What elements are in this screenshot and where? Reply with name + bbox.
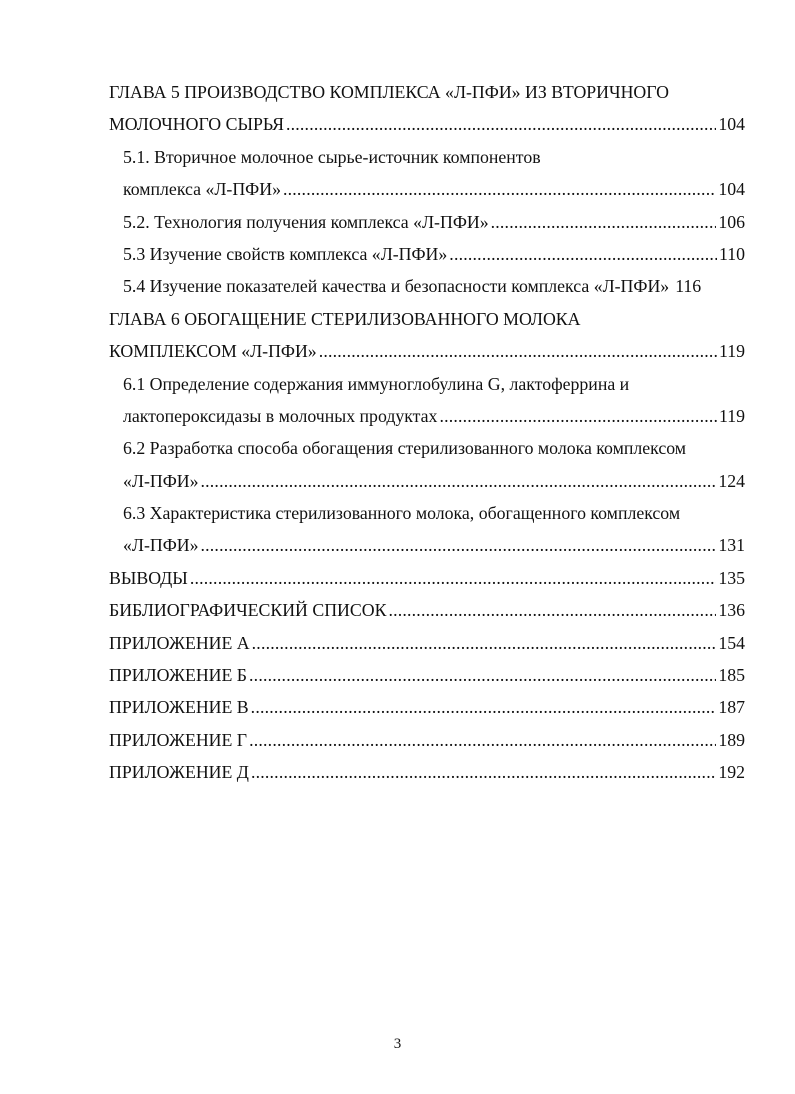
dot-leader bbox=[286, 108, 716, 140]
toc-entry-text: ПРИЛОЖЕНИЕ Б bbox=[109, 665, 248, 686]
toc-page-number: 189 bbox=[718, 729, 745, 750]
toc-section-6-2[interactable] bbox=[109, 465, 745, 497]
toc-section-5-1-title bbox=[109, 141, 745, 173]
toc-page-number: 154 bbox=[718, 632, 745, 653]
toc-entry-text: комплекса «Л-ПФИ» bbox=[123, 179, 281, 200]
toc-page-number: 106 bbox=[718, 211, 745, 232]
dot-leader bbox=[201, 529, 717, 561]
toc-chapter-5[interactable] bbox=[109, 108, 745, 140]
toc-entry-text: «Л-ПФИ» bbox=[123, 535, 199, 556]
toc-page-number: 185 bbox=[718, 665, 745, 686]
toc-entry-text: ГЛАВА 6 ОБОГАЩЕНИЕ СТЕРИЛИЗОВАННОГО МОЛОКА bbox=[109, 308, 581, 329]
toc-entry-text: 5.3 Изучение свойств комплекса «Л-ПФИ» bbox=[123, 243, 448, 264]
toc-page-number: 135 bbox=[718, 567, 745, 588]
dot-leader bbox=[190, 562, 717, 594]
toc-entry-text: 6.1 Определение содержания иммуноглобулина G, лактоферрина и bbox=[123, 373, 630, 394]
toc-entry-text: МОЛОЧНОГО СЫРЬЯ bbox=[109, 114, 284, 135]
dot-leader bbox=[251, 756, 716, 788]
toc-chapter-6[interactable] bbox=[109, 335, 745, 367]
toc-entry-text: КОМПЛЕКСОМ «Л-ПФИ» bbox=[109, 341, 317, 362]
toc-entry-text: 6.3 Характеристика стерилизованного молока, обогащенного комплексом bbox=[123, 503, 681, 524]
toc-page-number: 110 bbox=[718, 243, 745, 264]
dot-leader bbox=[201, 465, 717, 497]
toc-page-number: 116 bbox=[675, 276, 702, 297]
toc-section-6-1[interactable] bbox=[109, 400, 745, 432]
dot-leader bbox=[449, 238, 717, 270]
dot-leader bbox=[252, 627, 717, 659]
toc-appendix-d[interactable] bbox=[109, 756, 745, 788]
toc-appendix-v[interactable] bbox=[109, 691, 745, 723]
toc-section-6-3-title bbox=[109, 497, 745, 529]
toc-page-number: 187 bbox=[718, 697, 745, 718]
toc-chapter-6-title bbox=[109, 303, 745, 335]
toc-entry-text: ПРИЛОЖЕНИЕ А bbox=[109, 632, 250, 653]
table-of-contents bbox=[109, 76, 745, 789]
toc-section-5-3[interactable] bbox=[109, 238, 745, 270]
toc-chapter-5-title bbox=[109, 76, 745, 108]
toc-appendix-b[interactable] bbox=[109, 659, 745, 691]
toc-section-5-1[interactable] bbox=[109, 173, 745, 205]
toc-section-5-4[interactable] bbox=[109, 270, 745, 302]
toc-entry-text: БИБЛИОГРАФИЧЕСКИЙ СПИСОК bbox=[109, 600, 387, 621]
toc-entry-text: 5.4 Изучение показателей качества и безопасности комплекса «Л-ПФИ» bbox=[123, 276, 670, 297]
toc-entry-text: 5.1. Вторичное молочное сырье-источник компонентов bbox=[123, 146, 541, 167]
toc-page-number: 104 bbox=[718, 179, 745, 200]
toc-entry-text: ПРИЛОЖЕНИЕ В bbox=[109, 697, 249, 718]
dot-leader bbox=[319, 335, 717, 367]
toc-entry-text: 5.2. Технология получения комплекса «Л-ПФИ» bbox=[123, 211, 489, 232]
toc-page-number: 192 bbox=[718, 762, 745, 783]
toc-bibliography[interactable] bbox=[109, 594, 745, 626]
dot-leader bbox=[388, 594, 716, 626]
toc-page-number: 124 bbox=[718, 470, 745, 491]
toc-section-6-2-title bbox=[109, 432, 745, 464]
toc-appendix-a[interactable] bbox=[109, 627, 745, 659]
toc-page-number: 119 bbox=[718, 341, 745, 362]
toc-page-number: 104 bbox=[718, 114, 745, 135]
page-number: 3 bbox=[393, 1036, 402, 1052]
toc-page-number: 131 bbox=[718, 535, 745, 556]
dot-leader bbox=[283, 173, 716, 205]
toc-appendix-g[interactable] bbox=[109, 724, 745, 756]
toc-section-5-2[interactable] bbox=[109, 206, 745, 238]
dot-leader bbox=[249, 724, 716, 756]
toc-section-6-3[interactable] bbox=[109, 529, 745, 561]
toc-entry-text: ВЫВОДЫ bbox=[109, 567, 188, 588]
dot-leader bbox=[491, 206, 717, 238]
toc-entry-text: ГЛАВА 5 ПРОИЗВОДСТВО КОМПЛЕКСА «Л-ПФИ» ИЗ ВТОРИЧНОГО bbox=[109, 82, 669, 102]
toc-entry-text: ПРИЛОЖЕНИЕ Д bbox=[109, 762, 249, 783]
toc-entry-text: 6.2 Разработка способа обогащения стерилизованного молока комплексом bbox=[123, 438, 687, 459]
toc-section-6-1-title bbox=[109, 368, 745, 400]
toc-page-number: 119 bbox=[718, 405, 745, 426]
toc-entry-text: ПРИЛОЖЕНИЕ Г bbox=[109, 729, 248, 750]
dot-leader bbox=[249, 659, 716, 691]
dot-leader bbox=[251, 691, 717, 723]
toc-entry-text: лактопероксидазы в молочных продуктах bbox=[123, 405, 438, 426]
toc-entry-text: «Л-ПФИ» bbox=[123, 470, 199, 491]
dot-leader bbox=[439, 400, 717, 432]
toc-conclusions[interactable] bbox=[109, 562, 745, 594]
toc-page-number: 136 bbox=[718, 600, 745, 621]
